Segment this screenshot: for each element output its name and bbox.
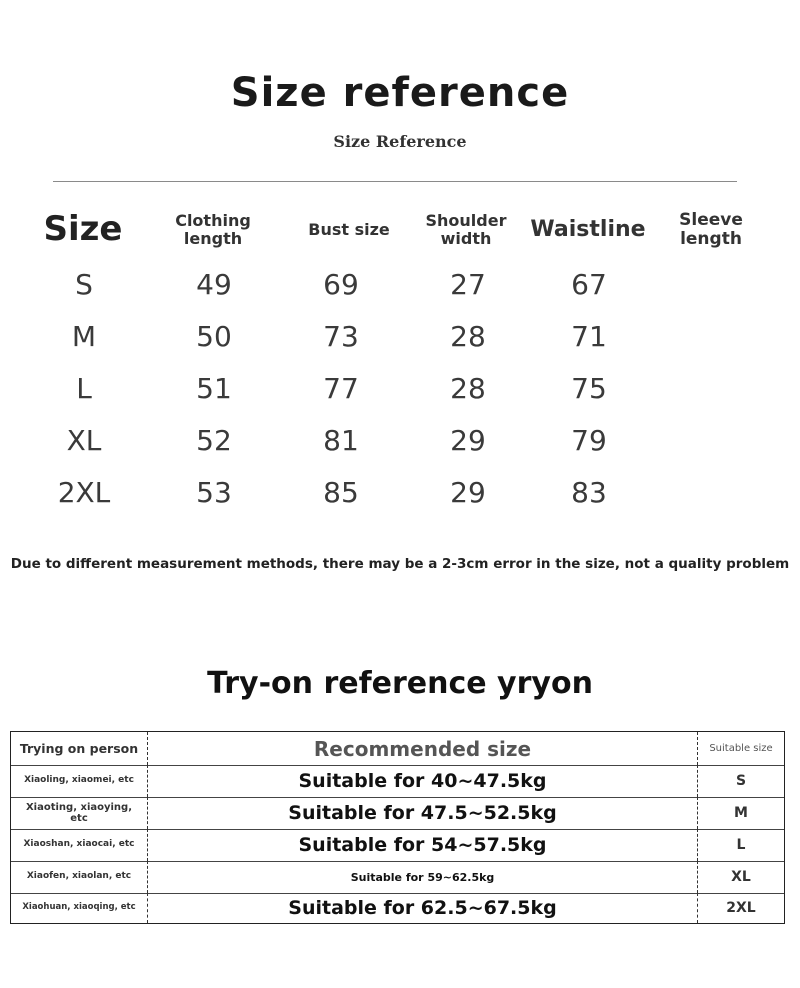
cell-clothing-length: 51 xyxy=(196,371,232,405)
measurement-note: Due to different measurement methods, there may be a 2-3cm error in the size, not a quality problem xyxy=(10,556,790,572)
cell-waist: 75 xyxy=(571,371,607,405)
cell-shoulder: 29 xyxy=(450,423,486,457)
cell-clothing-length: 49 xyxy=(196,267,232,301)
tryon-recommendation: Suitable for 54~57.5kg xyxy=(148,829,698,861)
tryon-person: Xiaoling, xiaomei, etc xyxy=(11,765,148,797)
cell-shoulder: 28 xyxy=(450,319,486,353)
cell-size: 2XL xyxy=(57,475,111,509)
tryon-size: S xyxy=(735,773,747,789)
cell-bust: 77 xyxy=(323,371,359,405)
cell-shoulder: 27 xyxy=(450,267,486,301)
tryon-row xyxy=(11,829,784,862)
tryon-size: 2XL xyxy=(726,900,756,916)
cell-size: S xyxy=(75,267,93,301)
header-suitable-size: Suitable size xyxy=(709,743,773,754)
tryon-person: Xiaohuan, xiaoqing, etc xyxy=(11,893,148,923)
tryon-person: Xiaofen, xiaolan, etc xyxy=(11,861,148,893)
cell-shoulder: 29 xyxy=(450,475,486,509)
header-waistline: Waistline xyxy=(530,216,646,242)
cell-waist: 83 xyxy=(571,475,607,509)
tryon-title: Try-on reference yryon xyxy=(207,666,593,701)
cell-waist: 67 xyxy=(571,267,607,301)
header-sleeve-length: Sleeve length xyxy=(679,210,743,249)
tryon-size: XL xyxy=(731,869,751,885)
tryon-recommendation: Suitable for 59~62.5kg xyxy=(148,861,698,893)
header-trying-person: Trying on person xyxy=(11,732,148,765)
tryon-person: Xiaoting, xiaoying, etc xyxy=(11,797,148,829)
header-shoulder-width: Shoulder width xyxy=(425,211,507,248)
size-chart-table xyxy=(0,200,800,530)
tryon-row xyxy=(11,861,784,894)
tryon-header-row xyxy=(11,732,784,766)
cell-clothing-length: 52 xyxy=(196,423,232,457)
tryon-recommendation: Suitable for 62.5~67.5kg xyxy=(148,893,698,923)
cell-waist: 71 xyxy=(571,319,607,353)
tryon-recommendation: Suitable for 47.5~52.5kg xyxy=(148,797,698,829)
cell-size: L xyxy=(76,371,92,405)
tryon-row xyxy=(11,893,784,923)
tryon-person: Xiaoshan, xiaocai, etc xyxy=(11,829,148,861)
cell-bust: 81 xyxy=(323,423,359,457)
divider xyxy=(53,181,737,182)
tryon-row xyxy=(11,797,784,830)
header-clothing-length: Clothing length xyxy=(175,211,251,248)
tryon-recommendation: Suitable for 40~47.5kg xyxy=(148,765,698,797)
tryon-table xyxy=(10,731,785,924)
cell-bust: 73 xyxy=(323,319,359,353)
cell-size: XL xyxy=(66,423,102,457)
header-recommended-size: Recommended size xyxy=(148,732,698,765)
tryon-size: L xyxy=(736,837,746,853)
page-title: Size reference xyxy=(230,70,570,116)
cell-bust: 85 xyxy=(323,475,359,509)
cell-clothing-length: 50 xyxy=(196,319,232,353)
header-bust-size: Bust size xyxy=(308,220,390,240)
cell-clothing-length: 53 xyxy=(196,475,232,509)
cell-size: M xyxy=(71,319,97,353)
cell-shoulder: 28 xyxy=(450,371,486,405)
header-size: Size xyxy=(43,209,123,250)
page-subtitle: Size Reference xyxy=(333,132,467,151)
cell-bust: 69 xyxy=(323,267,359,301)
tryon-row xyxy=(11,765,784,798)
tryon-size: M xyxy=(734,805,748,821)
cell-waist: 79 xyxy=(571,423,607,457)
